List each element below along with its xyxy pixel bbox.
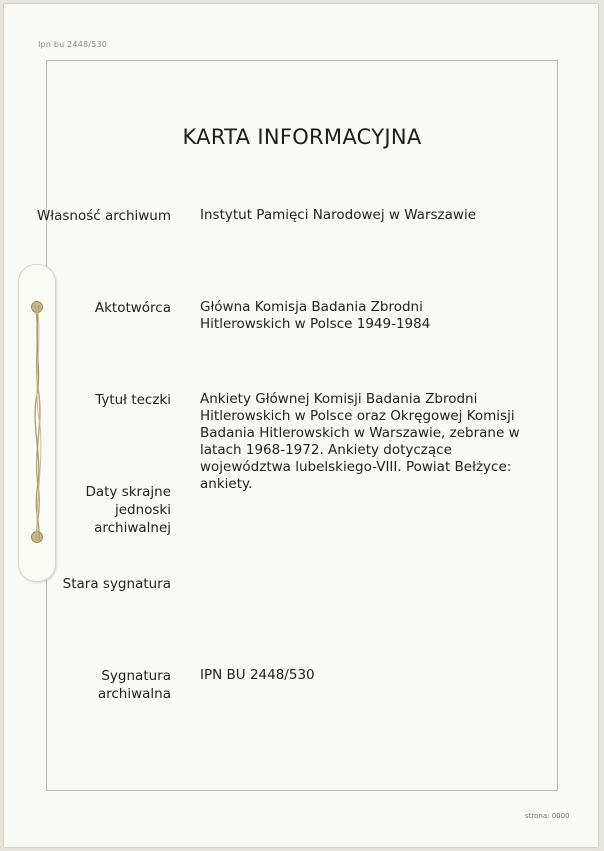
field-label-file-title: Tytuł teczki [95,392,171,408]
reference-number: Ipn bu 2448/530 [38,40,108,49]
field-value-ownership: Instytut Pamięci Narodowej w Warszawie [200,207,476,223]
frame-top-line [46,60,558,61]
field-label-archival-signature: Sygnatura archiwalna [97,668,171,702]
field-value-file-title: Ankiety Głównej Komisji Badania Zbrodni Hitlerowskich w Polsce oraz Okręgowej Komisji Badania Hitlerowskich w Warszawie, zebrane w latach 1968-1972. Ankiety dotyczące województwa lubelskiego-VIII. Powiat Bełżyce: ankiety. [200,391,520,492]
field-label-ownership: Własność archiwum [36,208,171,224]
binder-strip [18,264,56,582]
frame-bottom-line [46,790,558,791]
page-number: strona: 0000 [525,812,570,820]
frame-right-line [557,60,558,790]
field-label-creator: Aktotwórca [94,300,171,316]
page-title: KARTA INFORMACYJNA [182,125,422,149]
field-label-old-signature: Stara sygnatura [62,576,171,592]
field-value-creator: Główna Komisja Badania Zbrodni Hitlerowskich w Polsce 1949-1984 [200,299,431,332]
field-label-date-range: Daty skrajne jednoski archiwalnej [85,484,171,536]
field-value-archival-signature: IPN BU 2448/530 [200,667,315,683]
binding-string-icon [31,305,45,540]
